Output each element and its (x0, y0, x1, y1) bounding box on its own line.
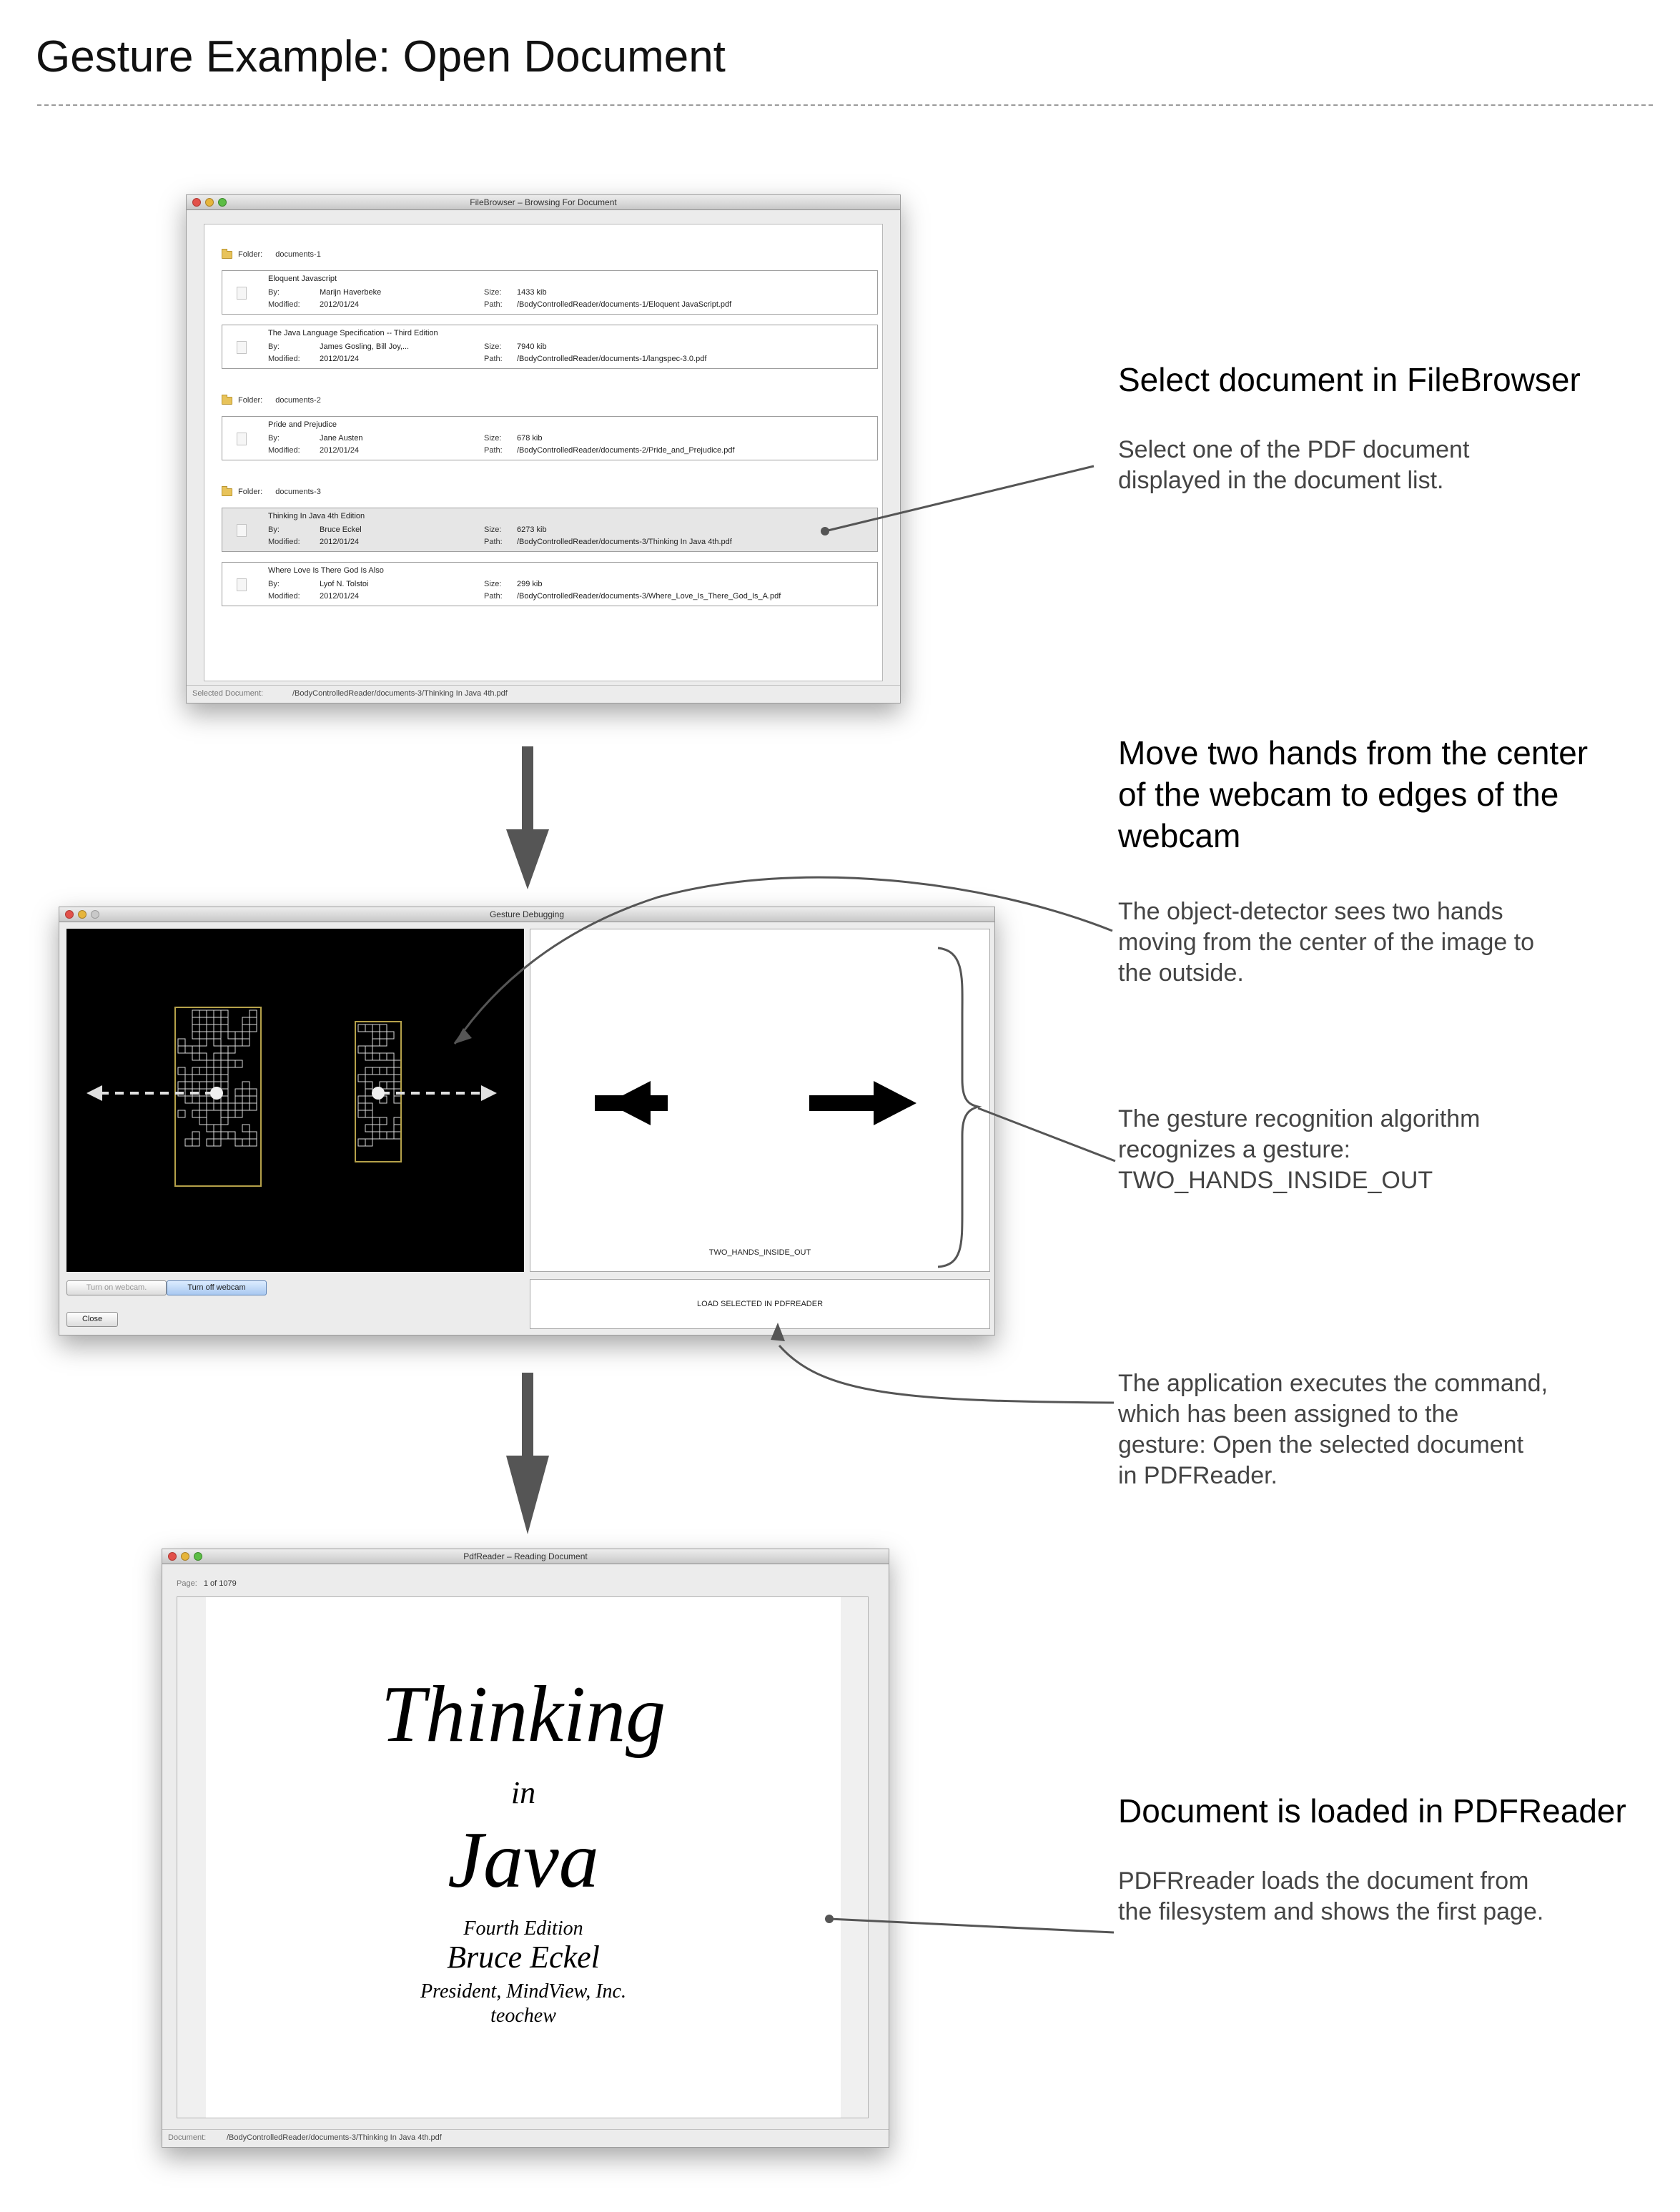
recognition-note: The gesture recognition algorithm recognizes a gesture: TWO_HANDS_INSIDE_OUT (1118, 1105, 1481, 1194)
step3-text: PDFRreader loads the document from the filesystem and shows the first page. (1118, 1867, 1544, 1925)
connector-line (455, 877, 1112, 1044)
page-title: Gesture Example: Open Document (36, 32, 726, 82)
cover-signature: teochew (490, 2005, 556, 2027)
step3-heading: Document is loaded in PDFReader (1118, 1792, 1626, 1830)
cover-title-line1: Thinking (380, 1670, 666, 1759)
arrowhead (455, 1028, 472, 1044)
command-note: The application executes the command, which has been assigned to the gesture: Open the selected document in PDFReader. (1118, 1370, 1548, 1489)
brace (938, 948, 978, 1267)
list-item[interactable]: Where Love Is There God Is Also By: Lyof N. Tolstoi Modified: 2012/01/24 Size: 299 kib Path: /BodyControlledReader/documents-3/Where_Love_Is_There_God_Is_A.pdf (222, 562, 878, 606)
step1-text: Select one of the PDF document displayed in the document list. (1118, 436, 1470, 494)
turn-off-webcam-button[interactable]: Turn off webcam (167, 1280, 267, 1295)
window-title: PdfReader – Reading Document (463, 1551, 588, 1561)
connector-line (825, 466, 1094, 531)
command-label: LOAD SELECTED IN PDFREADER (696, 1300, 824, 1308)
folder-header: Folder: documents-2 (222, 396, 321, 405)
cover-affiliation: President, MindView, Inc. (420, 1980, 626, 2003)
cover-edition: Fourth Edition (463, 1917, 583, 1940)
gesture-name-label: TWO_HANDS_INSIDE_OUT (708, 1248, 811, 1257)
arrowhead (771, 1323, 785, 1341)
cover-title-line2: in (510, 1775, 536, 1810)
status-bar: Document: /BodyControlledReader/documents-3/Thinking In Java 4th.pdf (162, 2129, 889, 2147)
step2-heading: Move two hands from the center of the webcam to edges of the webcam (1118, 734, 1588, 854)
list-item-selected[interactable]: Thinking In Java 4th Edition By: Bruce Eckel Modified: 2012/01/24 Size: 6273 kib Path: /BodyControlledReader/documents-3/Thinking In Java 4th.pdf (222, 508, 878, 552)
list-item[interactable]: The Java Language Specification -- Third Edition By: James Gosling, Bill Joy,... Modified: 2012/01/24 Size: 7940 kib Path: /BodyControlledReader/documents-1/langspec-3.0.pdf (222, 325, 878, 369)
flow-arrow-down-icon (506, 1373, 549, 1534)
list-item[interactable]: Eloquent Javascript By: Marijn Haverbeke Modified: 2012/01/24 Size: 1433 kib Path: /BodyControlledReader/documents-1/Eloquent JavaScript.pdf (222, 270, 878, 315)
close-button[interactable]: Close (66, 1312, 118, 1327)
connector-line (779, 1346, 1114, 1403)
folder-header: Folder: documents-3 (222, 488, 321, 496)
folder-header: Folder: documents-1 (222, 250, 321, 259)
detector-note: The object-detector sees two hands moving from the center of the image to the outside. (1118, 898, 1535, 987)
turn-on-webcam-button[interactable]: Turn on webcam. (66, 1280, 167, 1295)
page-indicator: Page: 1 of 1079 (177, 1579, 237, 1588)
window-title: FileBrowser – Browsing For Document (470, 197, 617, 207)
window-title: Gesture Debugging (489, 909, 565, 919)
cover-title-line3: Java (448, 1816, 599, 1905)
connector-dot (821, 527, 829, 535)
connector-dot (825, 1915, 834, 1923)
status-bar: Selected Document: /BodyControlledReader/documents-3/Thinking In Java 4th.pdf (187, 685, 900, 703)
cover-author: Bruce Eckel (447, 1940, 600, 1975)
connector-line (829, 1919, 1114, 1932)
flow-arrow-down-icon (506, 746, 549, 889)
step1-heading: Select document in FileBrowser (1118, 361, 1581, 398)
connector-line (978, 1108, 1115, 1161)
list-item[interactable]: Pride and Prejudice By: Jane Austen Modified: 2012/01/24 Size: 678 kib Path: /BodyControlledReader/documents-2/Pride_and_Prejudice.pdf (222, 416, 878, 460)
